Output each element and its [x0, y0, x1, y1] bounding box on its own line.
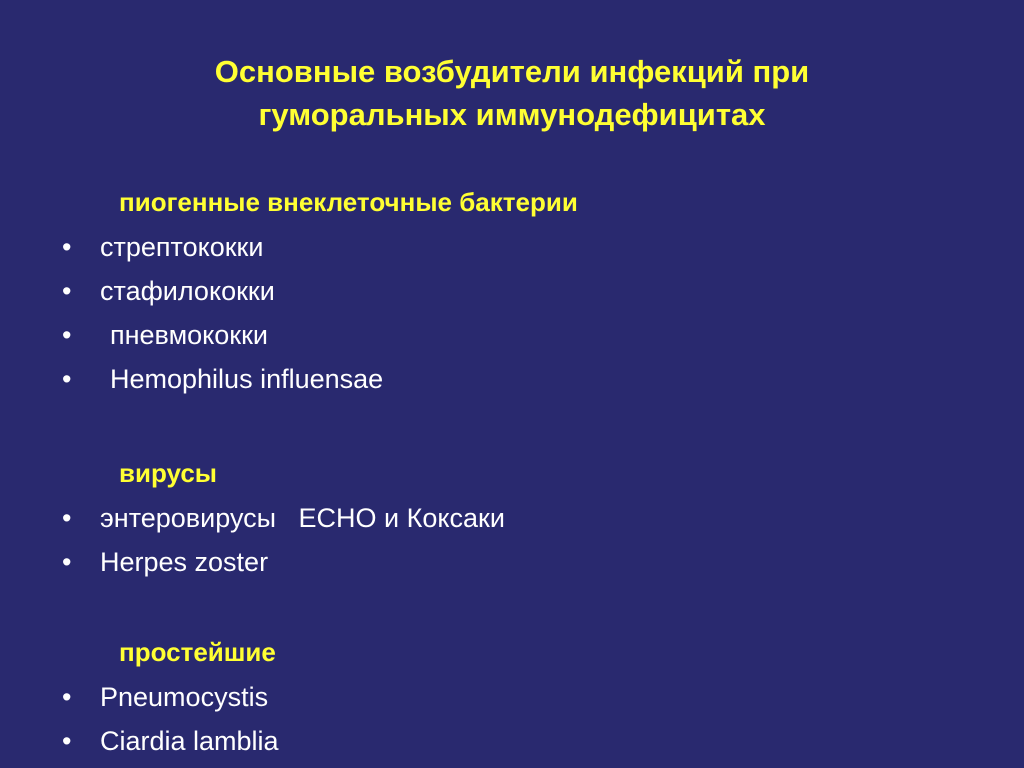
bullet-marker: • [62, 320, 72, 350]
bullet-list-viruses [0, 503, 900, 591]
list-item-text: пневмококки [110, 320, 269, 350]
list-item-text: Hemophilus influensae [110, 364, 384, 394]
bullet-marker: • [62, 364, 72, 394]
bullet-marker: • [62, 503, 72, 533]
list-item [0, 726, 900, 768]
list-item [0, 320, 900, 364]
list-item-text: стрептококки [100, 232, 264, 262]
list-item [0, 276, 900, 320]
bullet-marker: • [62, 232, 72, 262]
bullet-marker: • [62, 547, 72, 577]
bullet-marker: • [62, 682, 72, 712]
list-item-text: Ciardia lamblia [100, 726, 279, 756]
list-item-text: Pneumocystis [100, 682, 269, 712]
bullet-list-bacteria [0, 232, 900, 408]
bullet-marker: • [62, 276, 72, 306]
list-item [0, 682, 900, 726]
list-item-text: энтеровирусы ЕСНО и Коксаки [100, 503, 505, 533]
section-heading-protozoa: простейшие [119, 637, 276, 667]
list-item [0, 232, 900, 276]
bullet-marker: • [62, 726, 72, 756]
slide-title [0, 50, 1024, 136]
list-item-text: стафилококки [100, 276, 275, 306]
section-heading-viruses: вирусы [119, 458, 217, 488]
list-item-text: Herpes zoster [100, 547, 269, 577]
bullet-list-protozoa [0, 682, 900, 768]
list-item [0, 364, 900, 408]
section-heading-bacteria: пиогенные внеклеточные бактерии [119, 187, 578, 217]
list-item [0, 547, 900, 591]
slide-title-line-2: гуморальных иммунодефицитах [258, 97, 766, 132]
list-item [0, 503, 900, 547]
slide-title-line-1: Основные возбудители инфекций при [214, 54, 810, 89]
